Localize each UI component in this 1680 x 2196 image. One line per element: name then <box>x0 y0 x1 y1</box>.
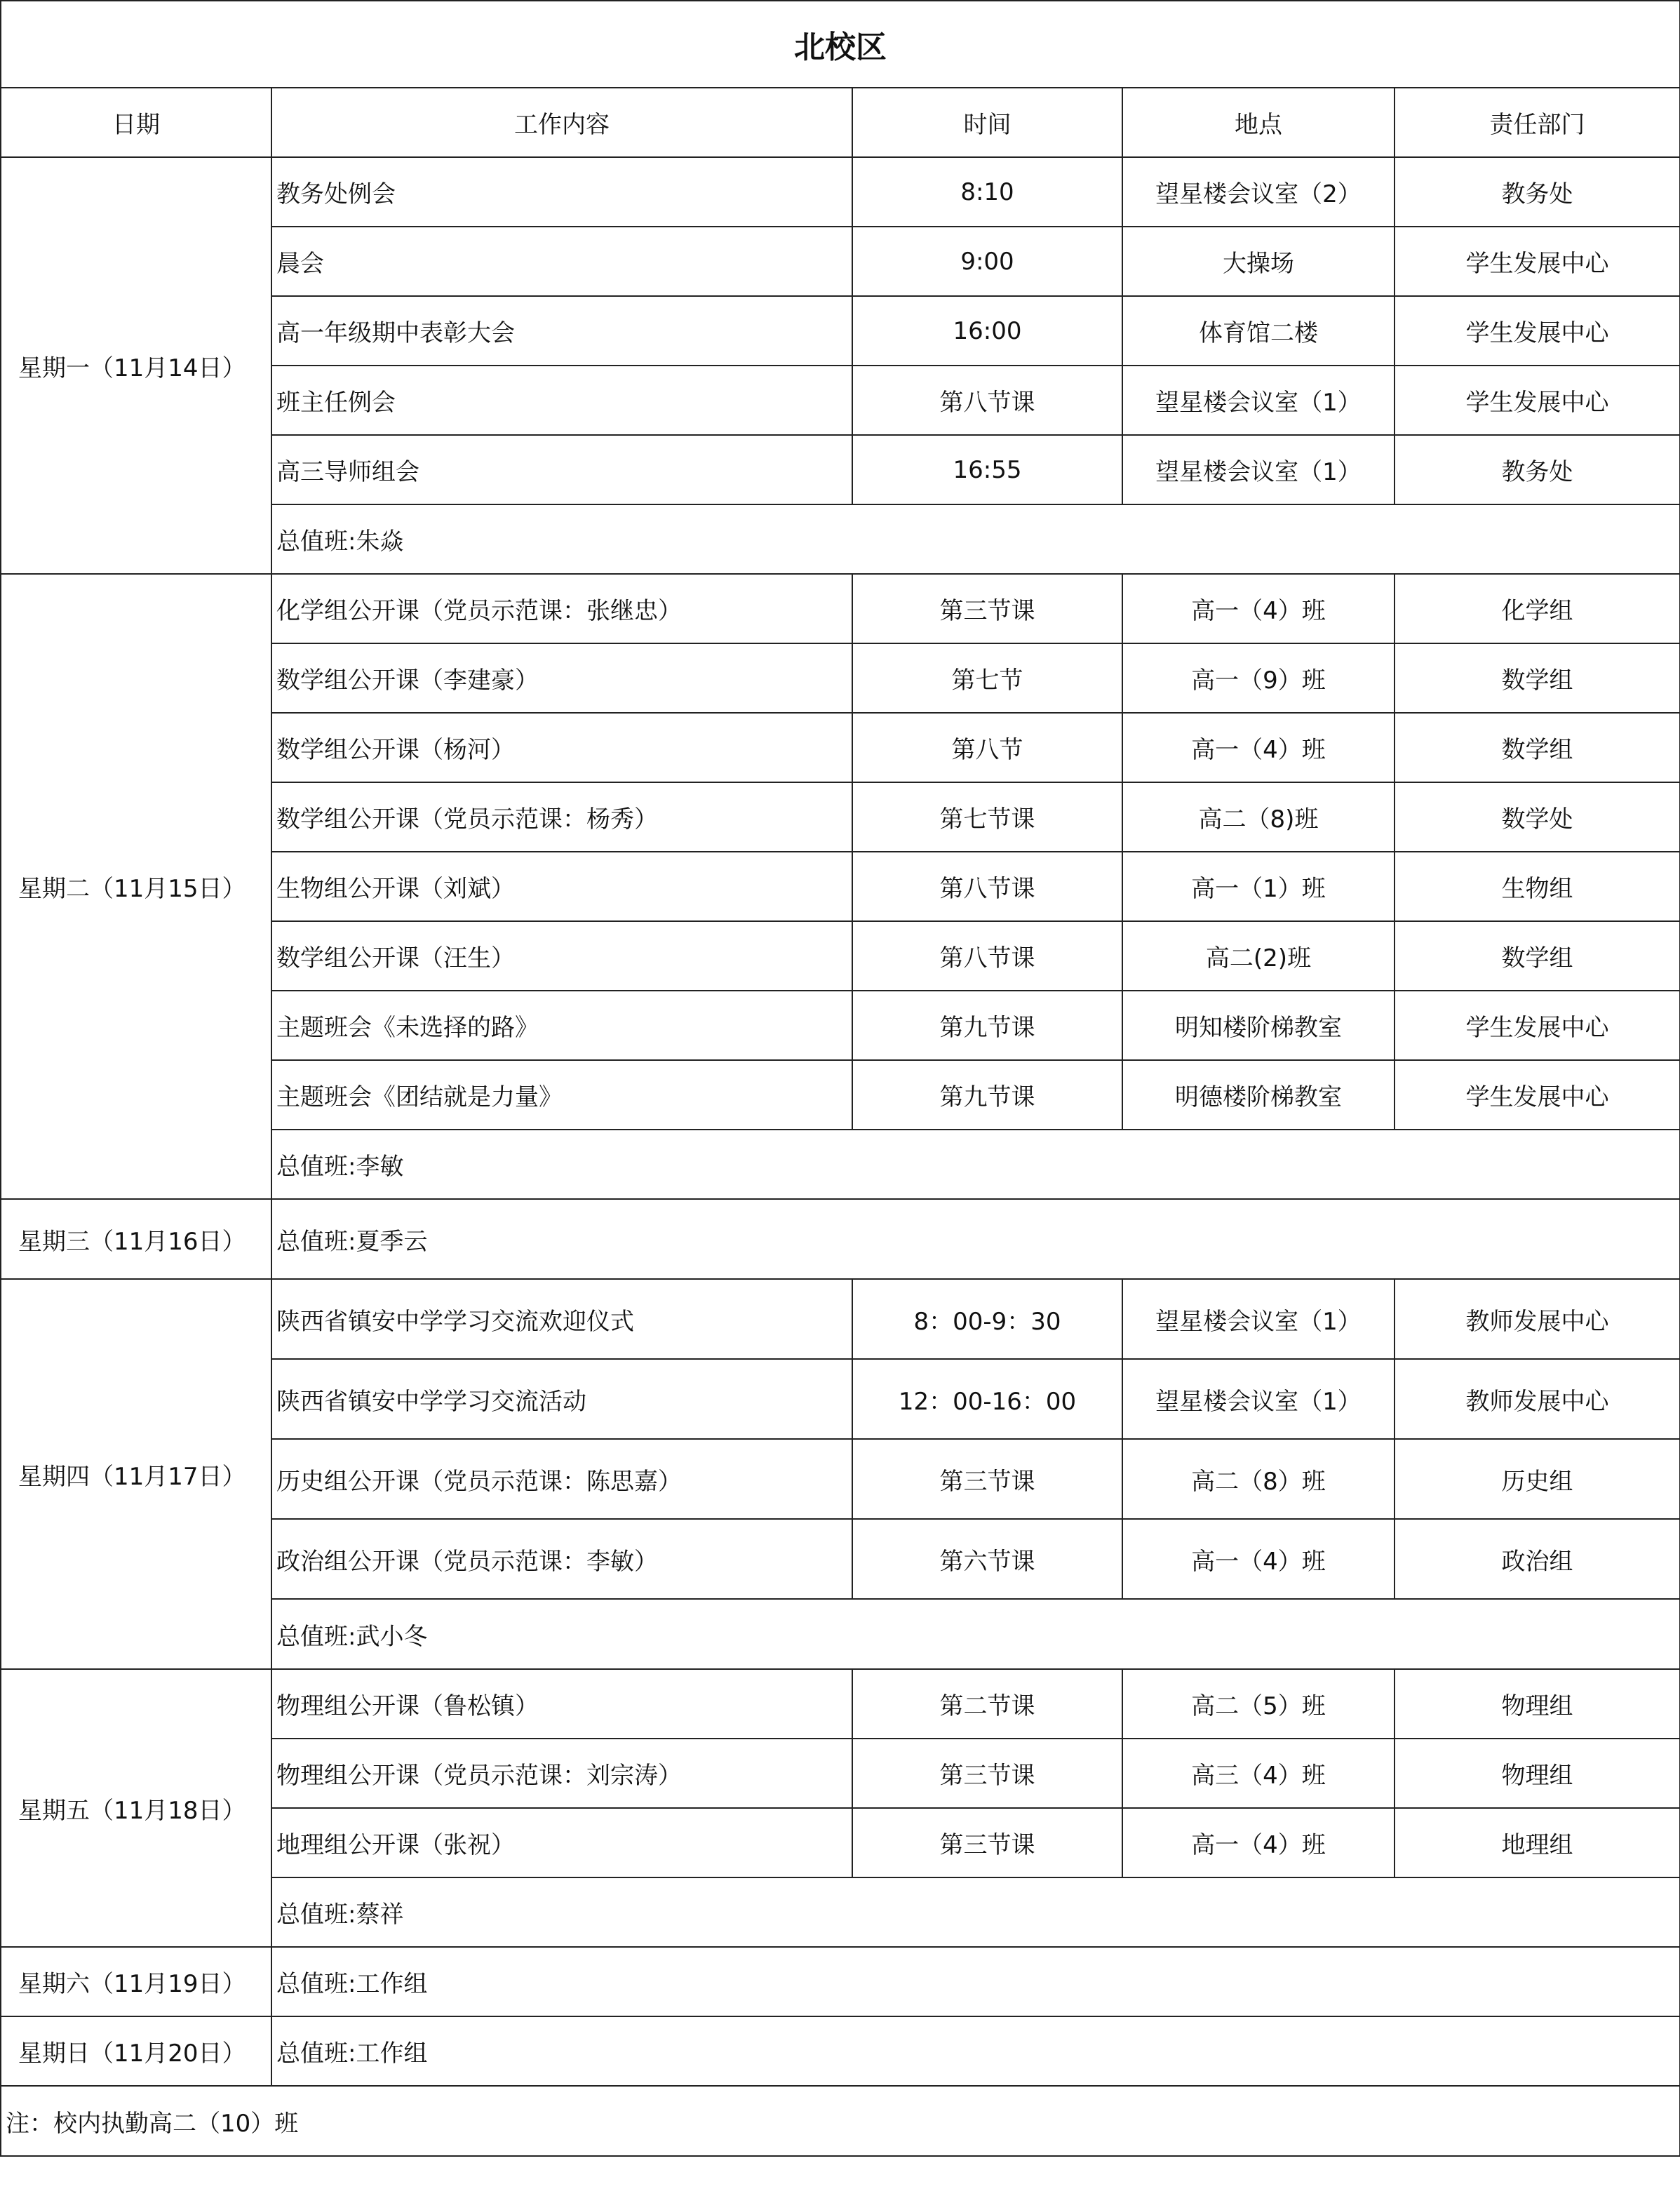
event-dept: 学生发展中心 <box>1395 366 1680 435</box>
header-dept: 责任部门 <box>1395 88 1680 157</box>
event-place: 明知楼阶梯教室 <box>1122 991 1395 1060</box>
footnote: 注：校内执勤高二（10）班 <box>1 2086 1680 2156</box>
event-place: 望星楼会议室（1） <box>1122 435 1395 504</box>
event-place: 高二(2)班 <box>1122 921 1395 991</box>
duty-officer: 总值班:朱焱 <box>271 504 1680 574</box>
event-dept: 地理组 <box>1395 1808 1680 1877</box>
event-content: 高一年级期中表彰大会 <box>271 296 852 366</box>
event-time: 第八节 <box>852 713 1122 782</box>
table-row <box>1 1279 1680 1359</box>
event-content: 政治组公开课（党员示范课：李敏） <box>271 1519 852 1599</box>
event-content: 物理组公开课（鲁松镇） <box>271 1669 852 1739</box>
header-content: 工作内容 <box>271 88 852 157</box>
event-time: 第三节课 <box>852 574 1122 643</box>
event-dept: 教务处 <box>1395 157 1680 227</box>
event-place: 高一（9）班 <box>1122 643 1395 713</box>
event-dept: 教师发展中心 <box>1395 1359 1680 1439</box>
event-time: 第七节 <box>852 643 1122 713</box>
duty-row <box>1 2016 1680 2086</box>
event-time: 第六节课 <box>852 1519 1122 1599</box>
event-dept: 历史组 <box>1395 1439 1680 1519</box>
event-time: 第八节课 <box>852 852 1122 921</box>
duty-officer: 总值班:工作组 <box>271 1947 1680 2016</box>
duty-officer: 总值班:蔡祥 <box>271 1877 1680 1947</box>
event-content: 地理组公开课（张祝） <box>271 1808 852 1877</box>
event-content: 班主任例会 <box>271 366 852 435</box>
event-time: 第三节课 <box>852 1739 1122 1808</box>
event-content: 数学组公开课（党员示范课：杨秀） <box>271 782 852 852</box>
day-date: 星期一（11月14日） <box>1 157 271 574</box>
event-time: 16:00 <box>852 296 1122 366</box>
event-dept: 学生发展中心 <box>1395 1060 1680 1130</box>
day-date: 星期六（11月19日） <box>1 1947 271 2016</box>
duty-officer: 总值班:工作组 <box>271 2016 1680 2086</box>
event-dept: 政治组 <box>1395 1519 1680 1599</box>
event-time: 第九节课 <box>852 1060 1122 1130</box>
day-date: 星期二（11月15日） <box>1 574 271 1199</box>
event-time: 第八节课 <box>852 921 1122 991</box>
day-date: 星期三（11月16日） <box>1 1199 271 1279</box>
event-place: 体育馆二楼 <box>1122 296 1395 366</box>
event-place: 明德楼阶梯教室 <box>1122 1060 1395 1130</box>
event-time: 第九节课 <box>852 991 1122 1060</box>
table-row <box>1 574 1680 643</box>
event-content: 数学组公开课（杨河） <box>271 713 852 782</box>
event-content: 高三导师组会 <box>271 435 852 504</box>
duty-row <box>1 1947 1680 2016</box>
table-row <box>1 1669 1680 1739</box>
event-place: 高一（4）班 <box>1122 713 1395 782</box>
header-date: 日期 <box>1 88 271 157</box>
event-dept: 物理组 <box>1395 1669 1680 1739</box>
event-content: 数学组公开课（李建豪） <box>271 643 852 713</box>
event-time: 9:00 <box>852 227 1122 296</box>
event-content: 化学组公开课（党员示范课：张继忠） <box>271 574 852 643</box>
day-date: 星期五（11月18日） <box>1 1669 271 1947</box>
header-time: 时间 <box>852 88 1122 157</box>
event-time: 8:10 <box>852 157 1122 227</box>
event-dept: 学生发展中心 <box>1395 227 1680 296</box>
day-date: 星期四（11月17日） <box>1 1279 271 1669</box>
event-place: 高一（4）班 <box>1122 574 1395 643</box>
event-content: 历史组公开课（党员示范课：陈思嘉） <box>271 1439 852 1519</box>
event-time: 第三节课 <box>852 1808 1122 1877</box>
event-time: 16:55 <box>852 435 1122 504</box>
event-place: 高二（8)班 <box>1122 782 1395 852</box>
header-place: 地点 <box>1122 88 1395 157</box>
event-place: 高一（1）班 <box>1122 852 1395 921</box>
duty-officer: 总值班:武小冬 <box>271 1599 1680 1669</box>
day-date: 星期日（11月20日） <box>1 2016 271 2086</box>
event-dept: 数学组 <box>1395 643 1680 713</box>
event-content: 物理组公开课（党员示范课：刘宗涛） <box>271 1739 852 1808</box>
event-place: 望星楼会议室（1） <box>1122 1279 1395 1359</box>
event-place: 大操场 <box>1122 227 1395 296</box>
event-dept: 物理组 <box>1395 1739 1680 1808</box>
event-dept: 教务处 <box>1395 435 1680 504</box>
event-time: 第八节课 <box>852 366 1122 435</box>
event-dept: 生物组 <box>1395 852 1680 921</box>
event-content: 主题班会《未选择的路》 <box>271 991 852 1060</box>
event-dept: 化学组 <box>1395 574 1680 643</box>
event-content: 晨会 <box>271 227 852 296</box>
duty-row <box>1 1199 1680 1279</box>
event-place: 望星楼会议室（1） <box>1122 366 1395 435</box>
event-dept: 学生发展中心 <box>1395 296 1680 366</box>
event-time: 12：00-16：00 <box>852 1359 1122 1439</box>
event-content: 陕西省镇安中学学习交流活动 <box>271 1359 852 1439</box>
event-time: 第三节课 <box>852 1439 1122 1519</box>
event-place: 高二（8）班 <box>1122 1439 1395 1519</box>
event-dept: 教师发展中心 <box>1395 1279 1680 1359</box>
event-dept: 数学组 <box>1395 921 1680 991</box>
event-place: 望星楼会议室（1） <box>1122 1359 1395 1439</box>
event-content: 主题班会《团结就是力量》 <box>271 1060 852 1130</box>
event-place: 望星楼会议室（2） <box>1122 157 1395 227</box>
event-time: 第七节课 <box>852 782 1122 852</box>
event-place: 高一（4）班 <box>1122 1519 1395 1599</box>
duty-officer: 总值班:夏季云 <box>271 1199 1680 1279</box>
event-dept: 数学处 <box>1395 782 1680 852</box>
event-place: 高三（4）班 <box>1122 1739 1395 1808</box>
event-content: 陕西省镇安中学学习交流欢迎仪式 <box>271 1279 852 1359</box>
event-content: 生物组公开课（刘斌） <box>271 852 852 921</box>
event-dept: 学生发展中心 <box>1395 991 1680 1060</box>
table-title: 北校区 <box>1 1 1680 88</box>
duty-officer: 总值班:李敏 <box>271 1130 1680 1199</box>
event-content: 数学组公开课（汪生） <box>271 921 852 991</box>
event-place: 高一（4）班 <box>1122 1808 1395 1877</box>
table-row <box>1 157 1680 227</box>
event-time: 8：00-9：30 <box>852 1279 1122 1359</box>
event-content: 教务处例会 <box>271 157 852 227</box>
event-time: 第二节课 <box>852 1669 1122 1739</box>
event-place: 高二（5）班 <box>1122 1669 1395 1739</box>
event-dept: 数学组 <box>1395 713 1680 782</box>
